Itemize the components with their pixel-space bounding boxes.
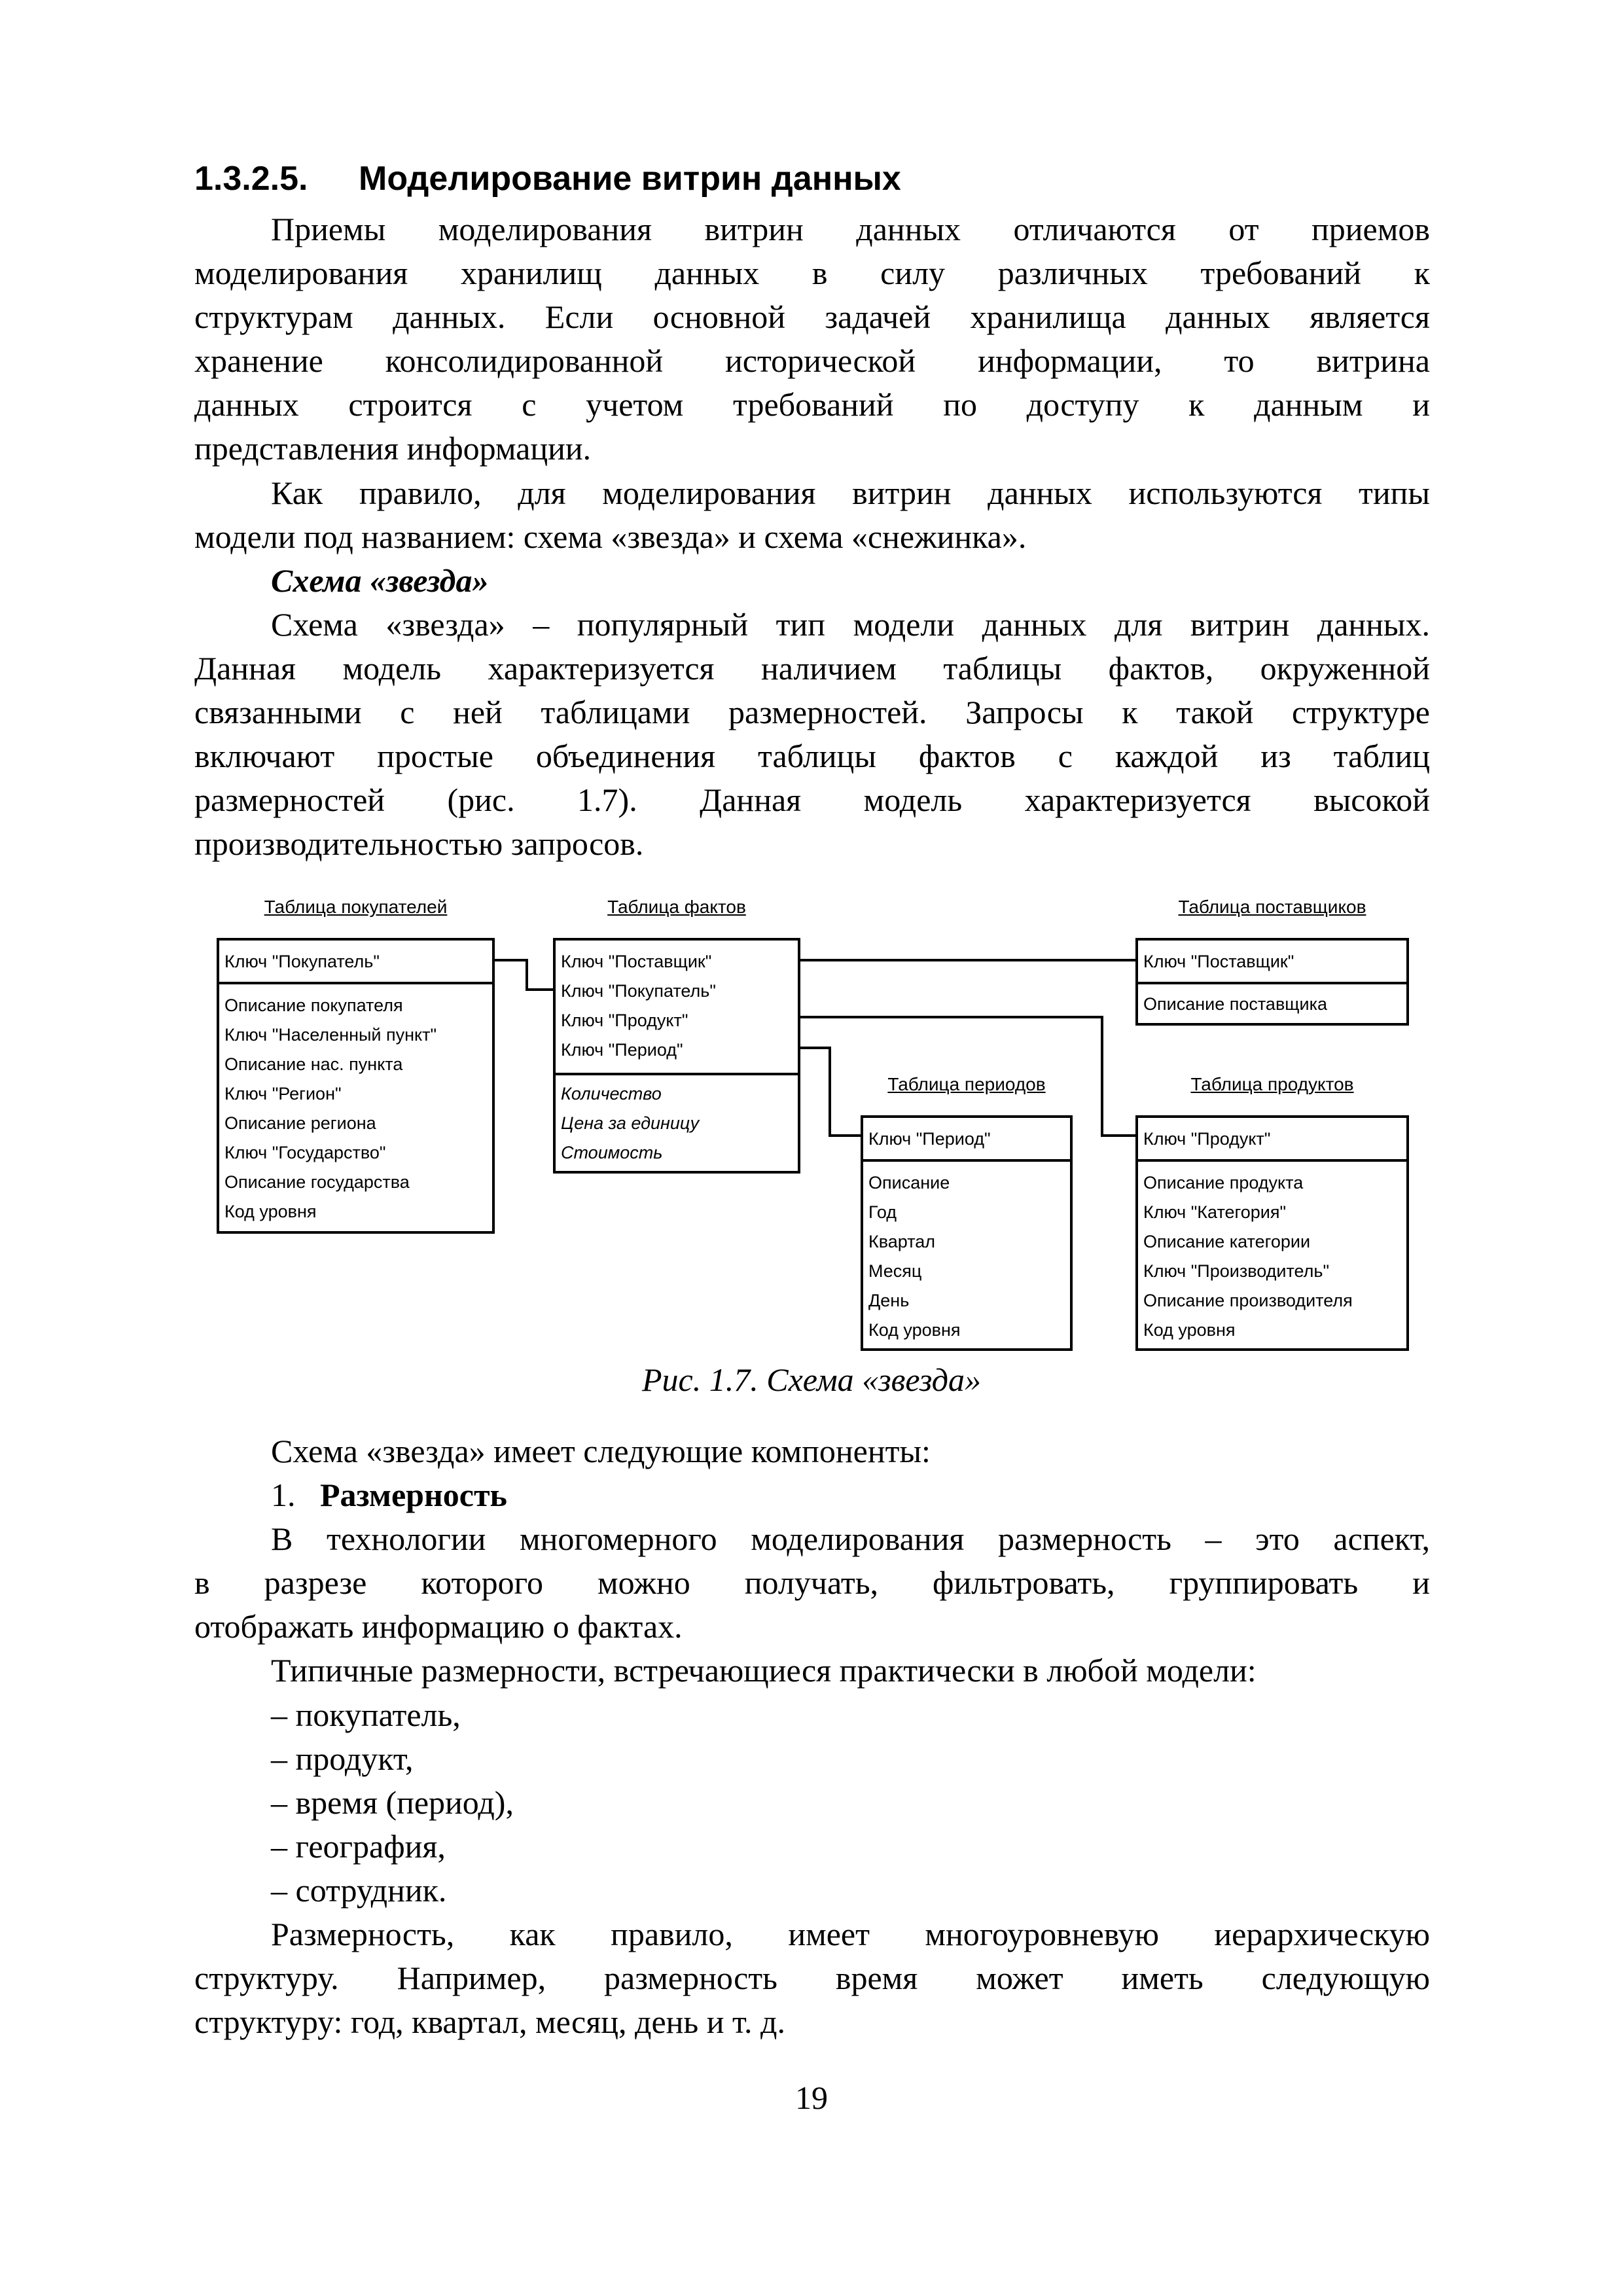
table-fields [1138, 1162, 1406, 1345]
paragraph-line: связанными с ней таблицами размерностей. Запросы к такой структуре [194, 694, 1430, 730]
paragraph-line: включают простые объединения таблицы фактов с каждой из таблиц [194, 738, 1430, 774]
table-field: Ключ "Государство" [224, 1143, 386, 1162]
figure-caption: Рис. 1.7. Схема «звезда» [641, 1361, 982, 1398]
table-measures [556, 1075, 798, 1168]
table-fields [863, 1162, 1070, 1345]
paragraph-line: Приемы моделирования витрин данных отличаются от приемов [271, 211, 1430, 247]
table-key-section [1138, 941, 1406, 984]
subheading: Схема «звезда» [271, 562, 489, 599]
paragraph-line: модели под названием: схема «звезда» и схема «снежинка». [194, 518, 1027, 555]
table-field: Описание продукта [1143, 1173, 1304, 1193]
table-field: День [868, 1291, 910, 1310]
table-field: Код уровня [1143, 1320, 1236, 1340]
table-field: Год [868, 1202, 897, 1222]
periods-table-title: Таблица периодов [887, 1074, 1046, 1094]
paragraph-line: В технологии многомерного моделирования размерность – это аспект, [271, 1520, 1430, 1557]
table-field: Описание покупателя [224, 996, 403, 1015]
table-field: Описание нас. пункта [224, 1054, 403, 1074]
suppliers-table-title: Таблица поставщиков [1178, 897, 1366, 917]
table-field: Месяц [868, 1261, 922, 1281]
paragraph-line: Размерность, как правило, имеет многоуровневую иерархическую [271, 1916, 1430, 1952]
numbered-item [271, 1473, 1430, 1517]
table-field: Ключ "Производитель" [1143, 1261, 1330, 1281]
table-measure: Цена за единицу [561, 1113, 700, 1133]
table-key-section [1138, 1118, 1406, 1162]
paragraph-line: представления информации. [194, 430, 592, 467]
paragraph-line: структурам данных. Если основной задачей хранилища данных является [194, 298, 1430, 335]
customers-table [217, 938, 495, 1234]
table-measure: Количество [561, 1084, 662, 1103]
list-item: – время (период), [271, 1784, 514, 1821]
list-item: – покупатель, [271, 1696, 461, 1733]
table-field: Описание государства [224, 1172, 410, 1192]
section-title: Моделирование витрин данных [359, 160, 901, 198]
table-key: Ключ "Покупатель" [224, 952, 380, 971]
table-field: Код уровня [224, 1202, 317, 1221]
list-item: – продукт, [271, 1740, 414, 1777]
paragraph-line: Данная модель характеризуется наличием таблицы фактов, окруженной [194, 650, 1430, 687]
paragraph-line: в разрезе которого можно получать, фильтровать, группировать и [194, 1564, 1430, 1601]
paragraph-line: данных строится с учетом требований по доступу к данным и [194, 386, 1430, 423]
paragraph-line: хранение консолидированной исторической информации, то витрина [194, 342, 1430, 379]
facts-table [553, 938, 800, 1174]
paragraph-line: производительностью запросов. [194, 825, 644, 862]
paragraph-line: отображать информацию о фактах. [194, 1608, 683, 1645]
table-key-section [219, 941, 492, 984]
facts-table-title: Таблица фактов [607, 897, 746, 917]
table-measure: Стоимость [561, 1143, 663, 1162]
paragraph-line: Схема «звезда» имеет следующие компоненты: [271, 1433, 931, 1469]
list-item: – сотрудник. [271, 1872, 447, 1909]
table-key: Ключ "Период" [868, 1129, 991, 1149]
table-key: Ключ "Продукт" [561, 1011, 688, 1030]
table-field: Код уровня [868, 1320, 961, 1340]
table-field: Описание [868, 1173, 950, 1193]
paragraph-line: Схема «звезда» – популярный тип модели данных для витрин данных. [271, 606, 1430, 643]
paragraph-line: размерностей (рис. 1.7). Данная модель характеризуется высокой [194, 781, 1430, 818]
paragraph-line: Типичные размерности, встречающиеся практически в любой модели: [271, 1652, 1257, 1689]
table-key: Ключ "Поставщик" [561, 952, 712, 971]
list-item: – география, [271, 1828, 446, 1865]
products-table [1135, 1115, 1409, 1351]
paragraph-line: моделирования хранилищ данных в силу различных требований к [194, 255, 1430, 291]
table-key: Ключ "Продукт" [1143, 1129, 1271, 1149]
table-field: Ключ "Категория" [1143, 1202, 1287, 1222]
table-key-section [863, 1118, 1070, 1162]
table-key: Ключ "Период" [561, 1040, 683, 1060]
item-number: 1. [271, 1477, 296, 1513]
products-table-title: Таблица продуктов [1190, 1074, 1354, 1094]
table-field: Квартал [868, 1232, 936, 1251]
connector-customer [495, 960, 553, 990]
periods-table [861, 1115, 1073, 1351]
table-key: Ключ "Покупатель" [561, 981, 716, 1001]
table-field: Описание региона [224, 1113, 376, 1133]
table-key: Ключ "Поставщик" [1143, 952, 1294, 971]
paragraph-line: структуру. Например, размерность время может иметь следующую [194, 1960, 1430, 1996]
customers-table-title: Таблица покупателей [264, 897, 448, 917]
table-field: Описание поставщика [1143, 994, 1328, 1014]
suppliers-table [1135, 938, 1409, 1026]
connector-period [799, 1048, 861, 1136]
table-field: Описание производителя [1143, 1291, 1353, 1310]
paragraph-line: структуру: год, квартал, месяц, день и т. д. [194, 2003, 785, 2040]
section-number: 1.3.2.5. [194, 160, 308, 198]
paragraph-line: Как правило, для моделирования витрин данных используются типы [271, 475, 1430, 511]
table-fields [1138, 984, 1406, 1019]
table-fields [219, 984, 492, 1227]
item-label: Размерность [320, 1477, 507, 1513]
table-field: Описание категории [1143, 1232, 1311, 1251]
table-field: Ключ "Регион" [224, 1084, 342, 1103]
table-key-section [556, 941, 798, 1075]
page-number: 19 [795, 2079, 828, 2116]
table-field: Ключ "Населенный пункт" [224, 1025, 437, 1045]
